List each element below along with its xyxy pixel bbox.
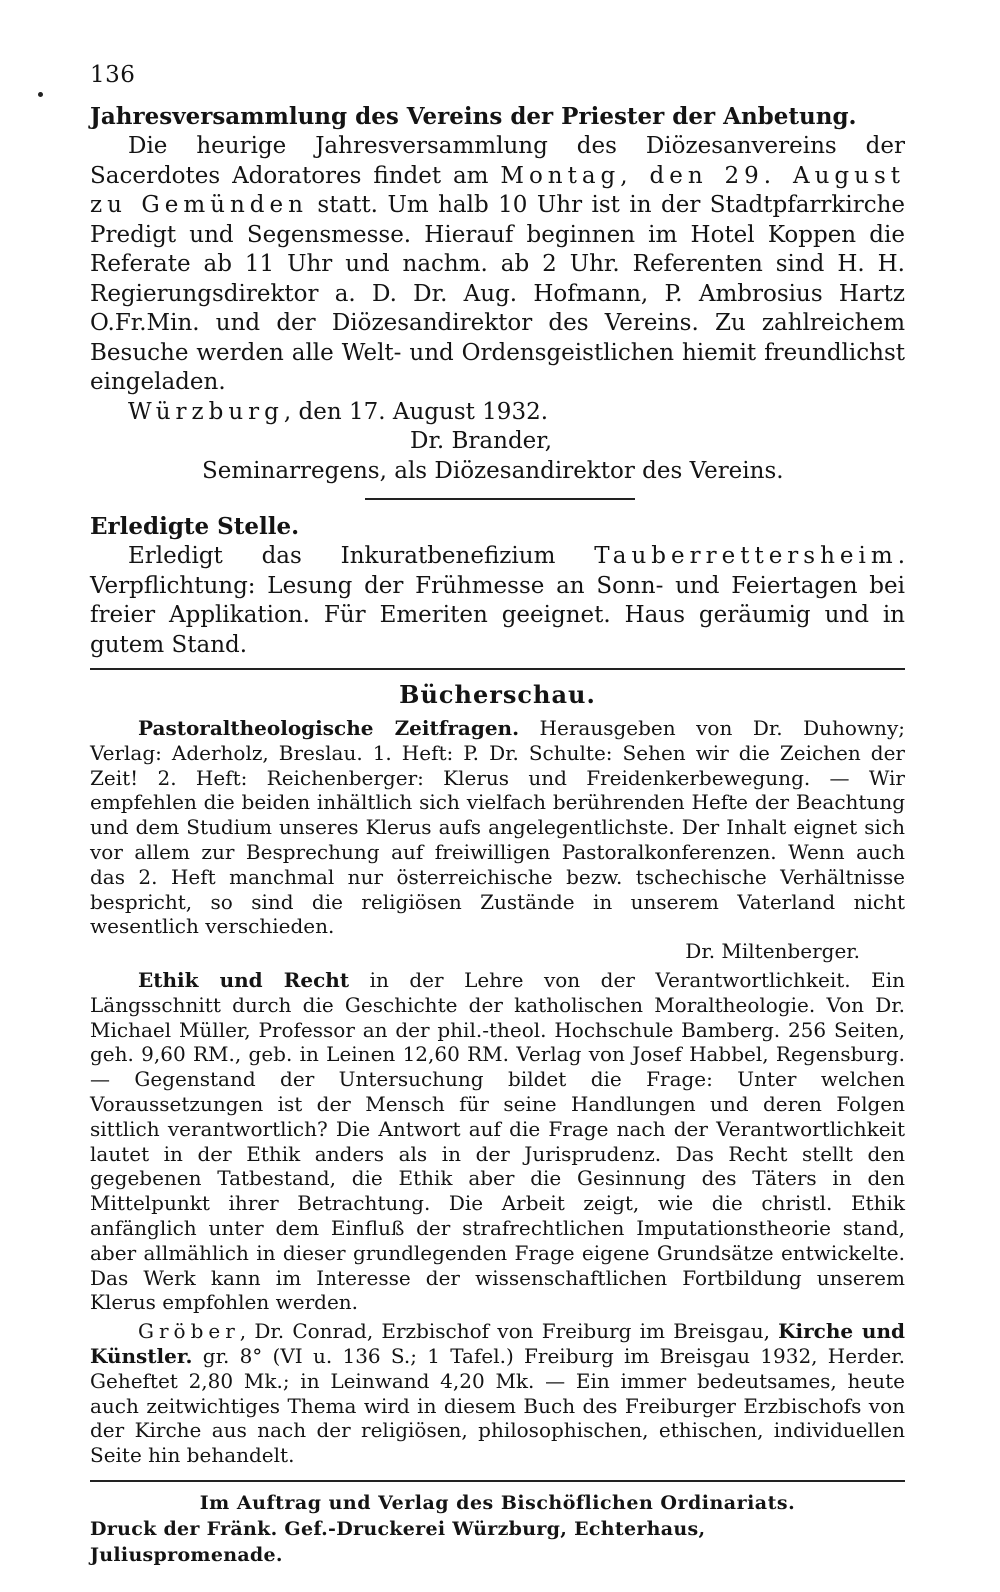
ink-speck <box>38 92 43 97</box>
dateline-place: Würzburg <box>128 398 284 425</box>
section-body-erledigte-stelle <box>90 542 905 660</box>
review-text: , Dr. Conrad, Erzbischof von Freiburg im Breisgau, <box>239 1319 779 1344</box>
body-text: Die heurige Jahresversammlung des Diözesanvereins der Sacerdotes Adoratores findet am <box>90 133 905 189</box>
section-rule <box>90 668 905 670</box>
body-text: . Verpflichtung: Lesung der Frühmesse an Sonn- und Feiertagen bei freier Applikation. Für Emeriten geeignet. Haus geräumig und in gutem Stand. <box>90 543 905 658</box>
review-item <box>90 968 905 1315</box>
review-text: Herausgeben von Dr. Duhowny; Verlag: Aderholz, Breslau. 1. Heft: P. Dr. Schulte: Sehen wir die Zeichen der Zeit! 2. Heft: Reichenberger: Klerus und Freidenkerbewegung. — Wir empfehlen die beiden inhältlich sich vielfach berührenden Hefte der Beachtung und dem Studium unseres Klerus aufs angelegentlichste. Der Inhalt eignet sich vor allem zur Besprechung auf freiwilligen Pastoralkonferenzen. Wenn auch das 2. Heft manchmal nur österreichische bezw. tschechische Verhältnisse bespricht, so sind die religiösen Zustände in unserem Vaterland nicht wesentlich verschieden. <box>90 716 905 939</box>
dateline <box>90 398 905 428</box>
review-item <box>90 1319 905 1468</box>
footer-publisher: Im Auftrag und Verlag des Bischöflichen Ordinariats. <box>199 1491 796 1514</box>
review-signature: Dr. Miltenberger. <box>685 939 860 964</box>
review-item <box>90 716 905 964</box>
review-text: in der Lehre von der Verantwortlichkeit. Ein Längsschnitt durch die Geschichte der katholischen Moraltheologie. Von Dr. Michael Müller, Professor an der phil.-theol. Hochschule Bamberg. 256 Seiten, geh. 9,60 RM., geb. in Leinen 12,60 RM. Verlag von Josef Habbel, Regensburg. — Gegenstand der Untersuchung bildet die Frage: Unter welchen Voraussetzungen ist der Mensch für seine Handlungen und deren Folgen sittlich verantwortlich? Die Antwort auf die Frage nach der Verantwortlichkeit lautet in der Ethik anders als in der Jurisprudenz. Das Recht stellt den gegebenen Tatbestand, die Ethik aber die Gesinnung des Täters in den Mittelpunkt ihrer Betrachtung. Die Arbeit zeigt, wie die christl. Ethik anfänglich unter dem Einfluß der strafrechtlichen Imputationstheorie stand, aber allmählich in dieser grundlegenden Frage eigene Grundsätze entwickelte. Das Werk kann im Interesse der wissenschaftlichen Fortbildung unserem Klerus empfohlen werden. <box>90 967 905 1315</box>
page-number: 136 <box>90 62 136 88</box>
body-text: Erledigt das Inkuratbenefizium <box>128 543 595 569</box>
signature-name: Dr. Brander, <box>410 428 553 454</box>
review-author: Gröber <box>138 1319 240 1344</box>
section-body-jahresversammlung <box>90 132 905 398</box>
review-text: gr. 8° (VI u. 136 S.; 1 Tafel.) Freiburg im Breisgau 1932, Herder. Geheftet 2,80 Mk.; in Leinwand 4,20 Mk. — Ein immer bedeutsames, heute auch zeitwichtiges Thema wird in diesem Buch des Freiburger Erzbischofs von der Kirche aus nach der religiösen, philosophischen, ethischen, individuellen Seite hin behandelt. <box>90 1343 905 1468</box>
signature-title: Seminarregens, als Diözesandirektor des Vereins. <box>202 457 784 484</box>
footer-rule <box>90 1480 905 1482</box>
dateline-date: , den 17. August 1932. <box>283 398 549 425</box>
spaced-date: Montag, den 29. August zu Gemünden <box>90 162 905 218</box>
review-title: Pastoraltheologische Zeitfragen. <box>138 716 520 740</box>
reviews-heading: Bücherschau. <box>399 680 596 709</box>
body-text: statt. Um halb 10 Uhr ist in der Stadtpfarrkirche Predigt und Segensmesse. Hierauf beginnen im Hotel Koppen die Referate ab 11 Uhr und nachm. ab 2 Uhr. Referenten sind H. H. Regierungsdirektor a. D. Dr. Aug. Hofmann, P. Ambrosius Hartz O.Fr.Min. und der Diözesandirektor des Vereins. Zu zahlreichem Besuche werden alle Welt- und Ordensgeistlichen hiemit freundlichst eingeladen. <box>90 192 906 395</box>
section-heading-erledigte-stelle: Erledigte Stelle. <box>90 513 300 540</box>
page <box>90 62 905 1568</box>
review-title: Kirche und Künstler. <box>90 1319 905 1368</box>
review-title: Ethik und Recht <box>138 967 350 992</box>
section-heading-jahresversammlung: Jahresversammlung des Vereins der Priester der Anbetung. <box>90 103 857 130</box>
spaced-place: Tauberrettersheim <box>594 543 898 569</box>
footer-printer: Druck der Fränk. Gef.-Druckerei Würzburg, Echterhaus, Juliuspromenade. <box>90 1517 706 1566</box>
